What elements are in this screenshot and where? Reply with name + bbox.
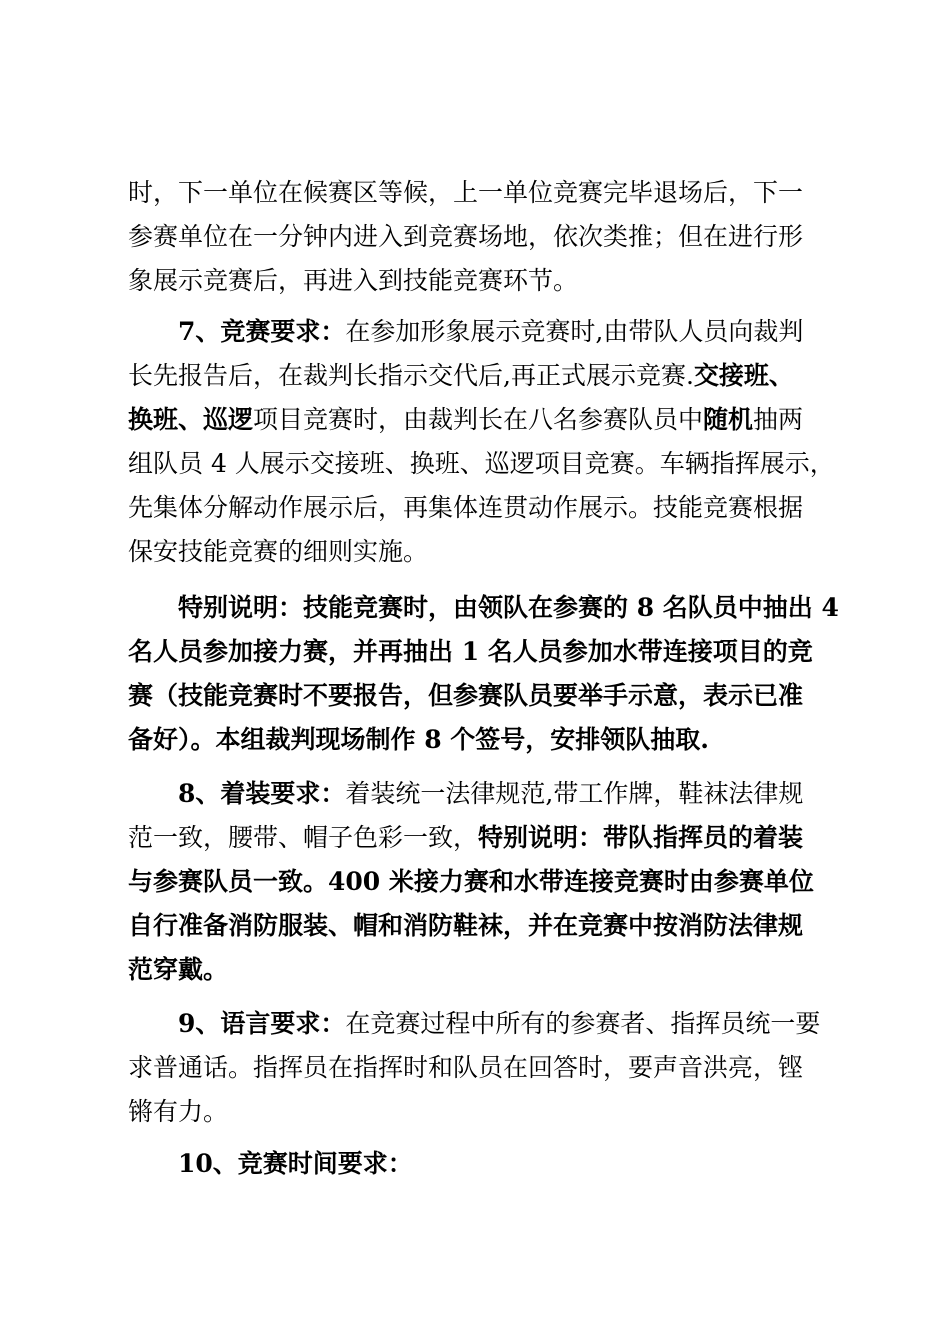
text-line: 备好）。本组裁判现场制作 8 个签号，安排领队抽取. — [128, 725, 710, 754]
paragraph-time-requirements — [128, 1142, 848, 1186]
text-line: 范穿戴。 — [128, 955, 229, 984]
paragraph-competition-requirements — [128, 310, 848, 574]
text-line: 象展示竞赛后，再进入到技能竞赛环节。 — [128, 266, 579, 295]
paragraph-special-note — [128, 586, 848, 762]
text-line: 名人员参加接力赛，并再抽出 1 名人员参加水带连接项目的竞 — [128, 637, 813, 666]
text-line: 锵有力。 — [128, 1097, 229, 1126]
text-span: 长先报告后，在裁判长指示交代后,再正式展示竞赛. — [128, 361, 694, 390]
text-line — [128, 398, 848, 442]
paragraph-dress-requirements — [128, 772, 848, 992]
text-line — [128, 1002, 848, 1046]
text-line: 保安技能竞赛的细则实施。 — [128, 537, 429, 566]
text-line: 参赛单位在一分钟内进入到竞赛场地，依次类推；但在进行形 — [128, 222, 804, 251]
text-line: 组队员 4 人展示交接班、换班、巡逻项目竞赛。车辆指挥展示， — [128, 449, 835, 478]
text-line: 自行准备消防服装、帽和消防鞋袜，并在竞赛中按消防法律规 — [128, 911, 804, 940]
text-span: 抽两 — [753, 405, 804, 434]
text-line: 求普通话。指挥员在指挥时和队员在回答时，要声音洪亮，铿 — [128, 1053, 804, 1082]
bold-span: 换班、巡逻 — [128, 405, 254, 434]
paragraph-language-requirements — [128, 1002, 848, 1134]
text-line — [128, 354, 848, 398]
text-line: 赛（技能竞赛时不要报告，但参赛队员要举手示意，表示已准 — [128, 681, 804, 710]
bold-span: 交接班、 — [693, 361, 794, 390]
text-line: 与参赛队员一致。400 米接力赛和水带连接竞赛时由参赛单位 — [128, 867, 814, 896]
text-line: 先集体分解动作展示后，再集体连贯动作展示。技能竞赛根据 — [128, 493, 804, 522]
bold-span: 随机 — [703, 405, 754, 434]
text-line: 特别说明：技能竞赛时，由领队在参赛的 8 名队员中抽出 4 — [178, 593, 839, 622]
text-line — [128, 816, 848, 860]
section-heading-7: 7、竞赛要求： — [178, 317, 346, 346]
text-line — [128, 310, 848, 354]
text-span: 在竞赛过程中所有的参赛者、指挥员统一要 — [345, 1009, 821, 1038]
text-span: 范一致，腰带、帽子色彩一致， — [128, 823, 479, 852]
text-line: 时，下一单位在候赛区等候，上一单位竞赛完毕退场后，下一 — [128, 178, 804, 207]
bold-span: 特别说明：带队指挥员的着装 — [478, 823, 804, 852]
text-span: 在参加形象展示竞赛时,由带队人员向裁判 — [345, 317, 804, 346]
section-heading-10: 10、竞赛时间要求： — [178, 1149, 413, 1178]
text-line — [128, 772, 848, 816]
text-span: 着装统一法律规范,带工作牌，鞋袜法律规 — [345, 779, 804, 808]
section-heading-9: 9、语言要求： — [178, 1009, 346, 1038]
paragraph-continuation — [128, 171, 848, 303]
text-span: 项目竞赛时，由裁判长在八名参赛队员中 — [253, 405, 704, 434]
section-heading-8: 8、着装要求： — [178, 779, 346, 808]
